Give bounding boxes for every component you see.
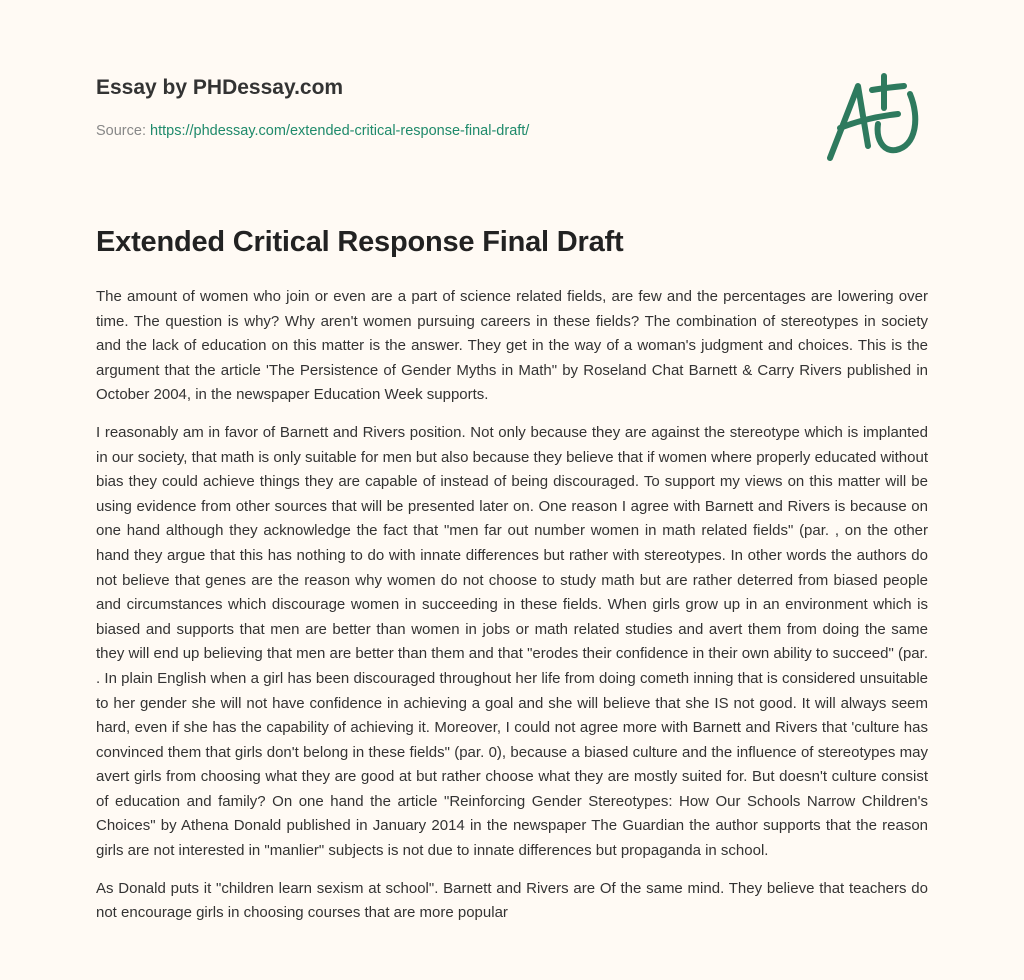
essay-paragraph: The amount of women who join or even are a part of science related fields, are few and the percentages are lowering over time. The question is why? Why aren't women pursuing careers in these fields? The combination of stereotypes in society and the lack of education on this matter is the answer. They get in the way of a woman's judgment and choices. This is the argument that the article 'The Persistence of Gender Myths in Math" by Roseland Chat Barnett & Carry Rivers published in October 2004, in the newspaper Education Week supports. [96,288,928,404]
essay-body [96,285,928,939]
essay-paragraph: As Donald puts it "children learn sexism at school". Barnett and Rivers are Of the same mind. They believe that teachers do not encourage girls in choosing courses that are more popular [96,879,928,922]
source-label: Source: [96,123,146,139]
a-plus-logo [820,68,930,164]
source-line [96,123,529,139]
essay-paragraph: I reasonably am in favor of Barnett and Rivers position. Not only because they are against the stereotype which is implanted in our society, that math is only suitable for men but also because they believe that if women where properly educated without bias they could achieve things they are capable of instead of being discouraged. To support my views on this matter will be using evidence from other sources that will be presented later on. One reason I agree with Barnett and Rivers is because on one hand although they acknowledge the fact that "men far out number women in math related fields" (par. , on the other hand they argue that this has nothing to do with innate differences but rather with stereotypes. In other words the authors do not believe that genes are the reason why women do not choose to study math but are rather deterred from biased people and circumstances which discourage women in succeeding in these fields. When girls grow up in an environment which is biased and supports that men are better than women in jobs or math related studies and avert them from doing the same they will end up believing that men are better than them and that "erodes their confidence in their own ability to succeed" (par. . In plain English when a girl has been discouraged throughout her life from doing cometh inning that is considered unsuitable to her gender she will not have confidence in achieving a goal and she will believe that she IS not good. It will always seem hard, even if she has the capability of achieving it. Moreover, I could not agree more with Barnett and Rivers that 'culture has convinced them that girls don't belong in these fields" (par. 0), because a biased culture and the influence of stereotypes may avert girls from choosing what they are good at but rather choose what they are mostly suited for. But doesn't culture consist of education and family? On one hand the article "Reinforcing Gender Stereotypes: How Our Schools Narrow Children's Choices" by Athena Donald published in January 2014 in the newspaper The Guardian the author supports that the reason girls are not interested in "manlier" subjects is not due to innate differences but propaganda in school. [96,423,928,860]
source-link[interactable]: https://phdessay.com/extended-critical-response-final-draft/ [150,123,530,139]
essay-title: Extended Critical Response Final Draft [96,226,624,258]
site-brand: Essay by PHDessay.com [96,76,344,99]
